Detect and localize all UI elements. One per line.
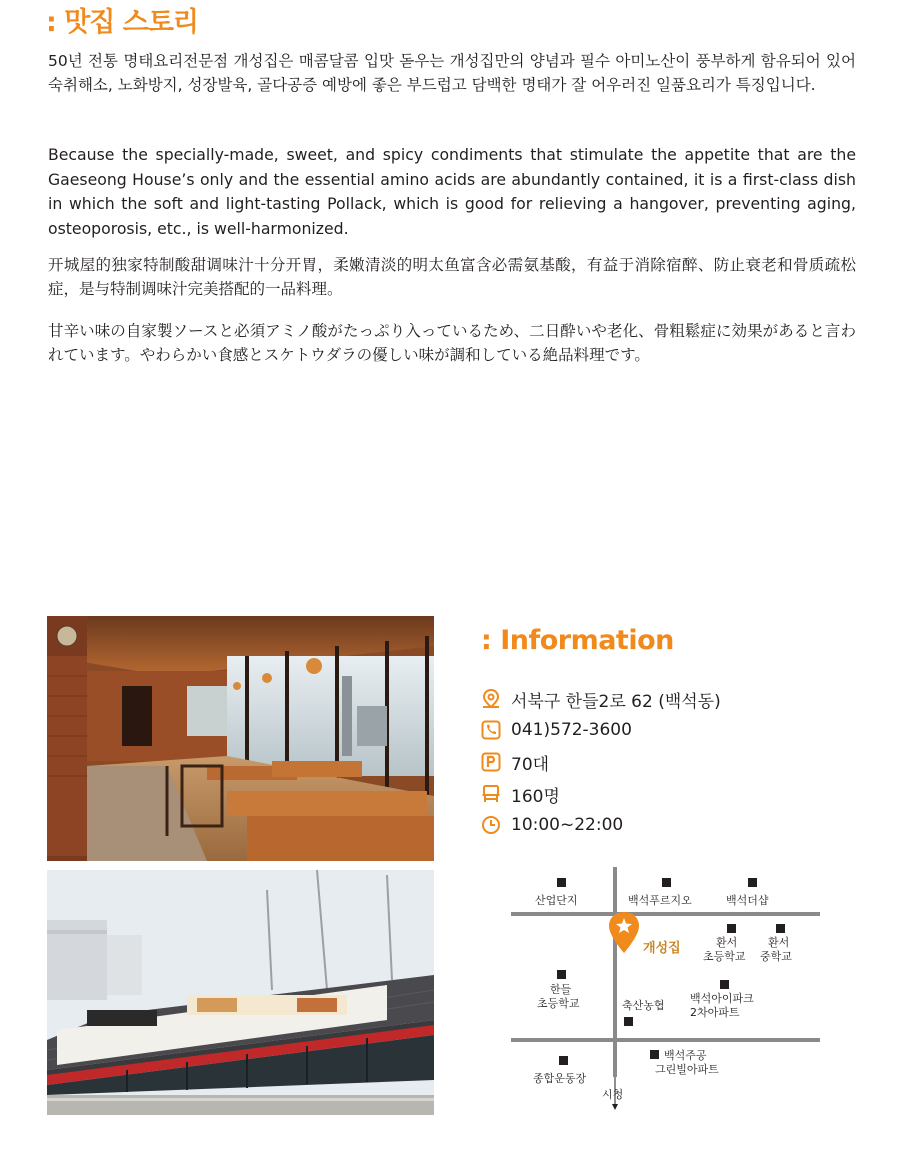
information-title: : Information — [481, 625, 674, 656]
info-phone: 041)572-3600 — [511, 720, 632, 740]
restaurant-interior-photo — [47, 616, 434, 861]
map-label-cityhall: 시청 — [602, 1088, 624, 1101]
phone-icon — [481, 720, 501, 740]
map-label-ipark-1: 백석아이파크 — [690, 992, 754, 1005]
location-map — [505, 862, 835, 1112]
map-label-hwanseo-elem-2: 초등학교 — [703, 950, 746, 963]
story-paragraph-english: Because the specially-made, sweet, and spicy condiments that stimulate the appetite that are the Gaeseong House’s only and the essential amino acids are abundantly contained, it is a first-class dish in which the soft and light-tasting Pollack, which is good for relieving a hangover, preventing aging, osteoporosis, etc., is well-harmonized. — [48, 145, 856, 238]
map-label-sanup: 산업단지 — [535, 894, 578, 907]
restaurant-exterior-photo — [47, 870, 434, 1115]
map-label-gaeseong: 개성집 — [643, 941, 681, 956]
info-phone-row — [481, 718, 632, 742]
story-paragraph-japanese: 甘辛い味の自家製ソースと必須アミノ酸がたっぷり入っているため、二日酔いや老化、骨粗鬆症に効果があると言われています。やわらかい食感とスケトウダラの優しい味が調和している絶品料理です。 — [48, 322, 856, 364]
info-hours: 10:00~22:00 — [511, 815, 624, 835]
info-seats-row — [481, 782, 560, 806]
seat-icon — [481, 784, 501, 804]
map-label-deoksyap: 백석더샵 — [726, 894, 769, 907]
story-paragraph-chinese: 开城屋的独家特制酸甜调味汁十分开胃，柔嫩清淡的明太鱼富含必需氨基酸，有益于消除宿醉、防止衰老和骨质疏松症，是与特制调味汁完美搭配的一品料理。 — [48, 256, 856, 298]
info-parking: 70대 — [511, 754, 550, 775]
map-label-chuksan: 축산농협 — [622, 999, 665, 1012]
parking-icon — [481, 752, 501, 772]
map-label-prugio: 백석푸르지오 — [628, 894, 692, 907]
info-address-row — [481, 687, 721, 711]
info-seats: 160명 — [511, 786, 560, 807]
map-label-green-1: 백석주공 — [664, 1049, 707, 1062]
map-label-hwanseo-mid-2: 중학교 — [760, 950, 792, 963]
map-label-hwanseo-mid-1: 환서 — [768, 936, 790, 949]
map-label-handeul-2: 초등학교 — [537, 997, 580, 1010]
map-label-sports: 종합운동장 — [533, 1072, 587, 1085]
map-label-green-2: 그린빌아파트 — [655, 1063, 719, 1076]
story-paragraph-korean: 50년 전통 명태요리전문점 개성집은 매콤달콤 입맛 돋우는 개성집만의 양념과 필수 아미노산이 풍부하게 함유되어 있어 숙취해소, 노화방지, 성장발육, 골다공증 예방에 좋은 부드럽고 담백한 명태가 잘 어우러진 일품요리가 특징입니다. — [48, 52, 856, 94]
info-address: 서북구 한들2로 62 (백석동) — [511, 691, 721, 712]
map-label-ipark-2: 2차아파트 — [690, 1006, 740, 1019]
clock-icon — [481, 815, 501, 835]
location-pin-icon — [481, 689, 501, 709]
info-parking-row — [481, 750, 549, 774]
map-label-handeul-1: 한들 — [550, 983, 572, 996]
info-hours-row — [481, 813, 623, 837]
story-title: : 맛집 스토리 — [46, 7, 199, 38]
map-label-hwanseo-elem-1: 환서 — [716, 936, 738, 949]
